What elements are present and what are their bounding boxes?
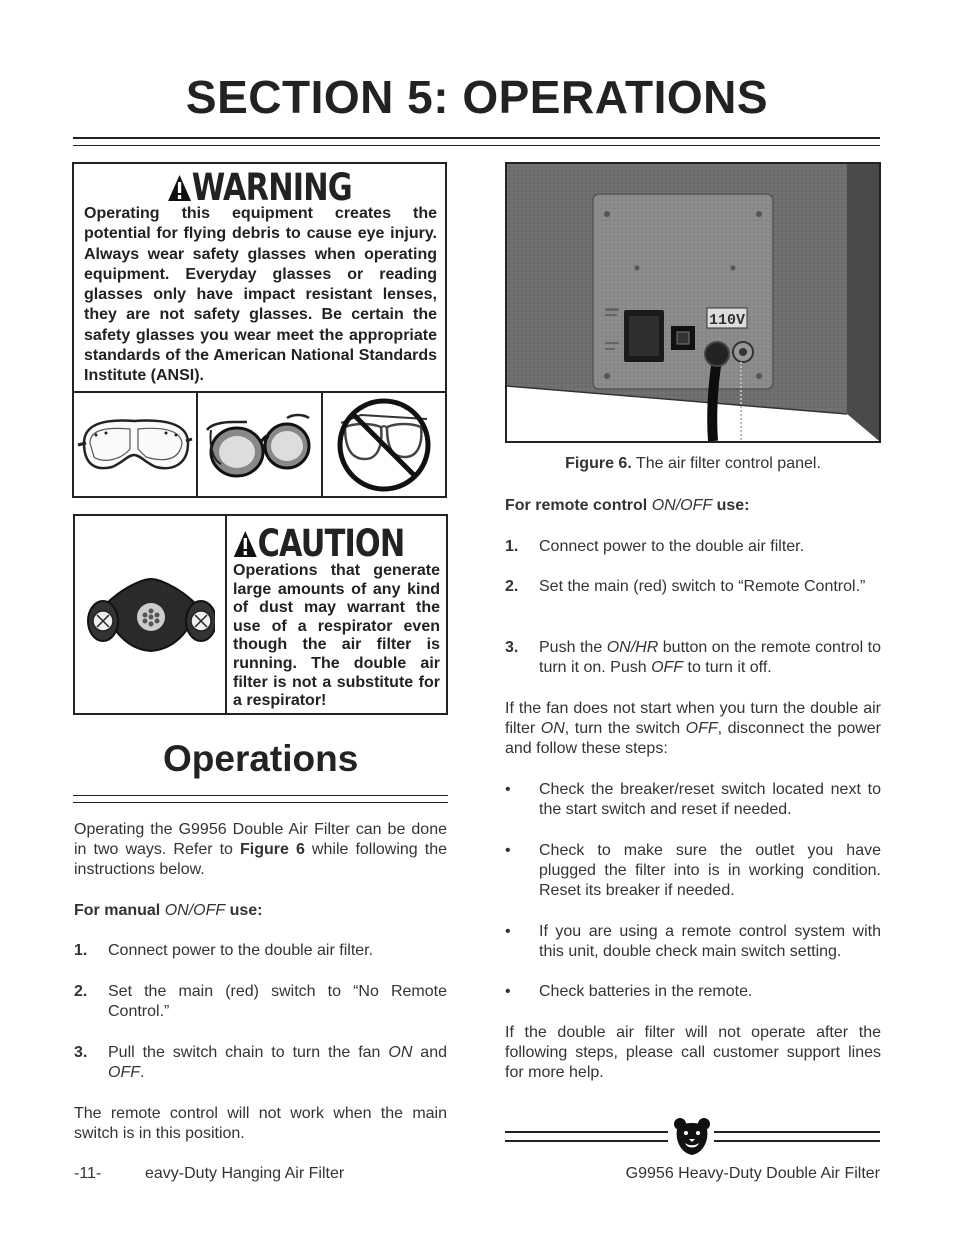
title-rule-bottom (73, 145, 880, 146)
step-text: Set the main (red) switch to “No Remote Control.” (108, 983, 447, 1020)
bullet-icon: • (505, 983, 511, 1000)
step-number: 2. (505, 578, 519, 595)
footer-right-title: G9956 Heavy-Duty Double Air Filter (625, 1165, 880, 1182)
no-regular-glasses-icon (331, 397, 437, 493)
caution-label: CAUTION (257, 522, 405, 565)
intro-mid: , turn the switch (564, 720, 686, 737)
respirator-image (85, 571, 215, 666)
bear-head-icon (673, 1117, 711, 1157)
intro-italic-on: ON (540, 720, 565, 737)
step-italic-off: OFF (108, 1064, 140, 1081)
intro-italic-off: OFF (685, 720, 718, 737)
safety-goggles-icon (76, 405, 194, 485)
goggles-image (74, 393, 198, 496)
step-text: Connect power to the double air filter. (539, 538, 805, 555)
manual-label: For manual (74, 902, 165, 919)
manual-italic: ON/OFF (164, 902, 226, 919)
caution-divider (225, 516, 227, 713)
warning-triangle-icon (167, 174, 192, 202)
footer-rule-right-bottom (714, 1140, 880, 1142)
respirator-icon (85, 571, 215, 661)
step-italic-onhr: ON/HR (606, 639, 659, 656)
step-text-pre: Pull the switch chain to turn the fan (108, 1044, 389, 1061)
step-text-mid: button on the remote control to turn it on. Push (539, 639, 881, 676)
intro-text: Operating the G9956 Double Air Filter can be done in two ways. Refer to (74, 821, 447, 858)
operations-rule-bottom (73, 802, 448, 803)
bullet-text: Check batteries in the remote. (539, 983, 753, 1000)
figure-label: Figure 6. (565, 455, 632, 472)
remote-heading (505, 496, 749, 516)
operations-intro (74, 820, 447, 880)
step-text: Set the main (red) switch to “Remote Control.” (539, 578, 866, 595)
step-number: 1. (74, 942, 88, 959)
bullet-text: Check the breaker/reset switch located next to the start switch and reset if needed. (539, 781, 881, 818)
figure-ref: Figure 6 (240, 841, 305, 858)
step-text-mid: and (412, 1044, 448, 1061)
step-text-post: . (140, 1064, 145, 1081)
title-rule-top (73, 137, 880, 139)
safety-glasses-icon (203, 400, 315, 490)
troubleshoot-intro (505, 699, 881, 759)
step-number: 3. (505, 639, 519, 656)
bullet-icon: • (505, 781, 511, 798)
voltage-label: 110V (708, 312, 746, 329)
step-text-pre: Push the (539, 639, 607, 656)
warning-header (107, 166, 411, 209)
footer-rule-left-top (505, 1131, 668, 1133)
figure-caption-text: The air filter control panel. (631, 455, 821, 472)
intro-pre: If the fan does not start when you turn the double air filter (505, 700, 881, 737)
remote-use: use: (712, 497, 750, 514)
step-number: 3. (74, 1044, 88, 1061)
warning-label: WARNING (191, 166, 352, 209)
intro-text-end: while following the instructions below. (74, 841, 448, 878)
remote-note: The remote control will not work when the main switch is in this position. (74, 1105, 447, 1142)
control-panel-photo (507, 164, 879, 441)
footer-rule-right-top (714, 1131, 880, 1133)
step-number: 1. (505, 538, 519, 555)
step-italic-on: ON (388, 1044, 413, 1061)
step-number: 2. (74, 983, 88, 1000)
step-italic-off: OFF (651, 659, 684, 676)
caution-box (73, 514, 448, 715)
warning-box (72, 162, 447, 498)
step-text (108, 1043, 447, 1083)
step-text-post: to turn it off. (683, 659, 772, 676)
caution-header (233, 522, 404, 565)
operations-rule-top (73, 795, 448, 796)
figure-caption (505, 455, 881, 473)
caution-triangle-icon (233, 530, 258, 558)
section-title: SECTION 5: OPERATIONS (185, 71, 769, 123)
footer-left-title: eavy-Duty Hanging Air Filter (145, 1165, 345, 1182)
bullet-text: Check to make sure the outlet you have plugged the filter into is in working condition. Reset its breaker if needed. (539, 842, 881, 899)
bear-logo (673, 1117, 711, 1162)
manual-heading (74, 901, 262, 921)
figure-6-photo (505, 162, 881, 443)
caution-text: Operations that generate large amounts of any kind of dust may warrant the use of a respirator even though the air filter is running. The double air filter is not a substitute for a respirator! (233, 562, 440, 710)
footer-rule-left-bottom (505, 1140, 668, 1142)
bullet-text: If you are using a remote control system with this unit, double check main switch setting. (539, 923, 881, 960)
troubleshoot-closing: If the double air filter will not operate after the following steps, please call customer support lines for more help. (505, 1024, 881, 1081)
operations-heading: Operations (163, 738, 359, 779)
bullet-icon: • (505, 923, 511, 940)
page-number: -11- (74, 1165, 102, 1182)
remote-italic: ON/OFF (651, 497, 713, 514)
warning-text: Operating this equipment creates the potential for flying debris to cause eye injury. Always wear safety glasses when operating equipment. Everyday glasses or reading glasses only have impact resistant lenses, they are not safety glasses. Be certain the safety glasses you wear meet the appropriate standards of the American National Standards Institute (ANSI). (84, 205, 437, 385)
side-shield-glasses-image (198, 393, 322, 496)
intro-post: , disconnect the power and follow these steps: (505, 720, 881, 757)
remote-label: For remote control (505, 497, 652, 514)
safety-glasses-images (74, 391, 445, 496)
step-text (539, 638, 881, 678)
bullet-icon: • (505, 842, 511, 859)
prohibited-glasses-image (323, 393, 445, 496)
step-text: Connect power to the double air filter. (108, 942, 374, 959)
manual-use: use: (225, 902, 263, 919)
